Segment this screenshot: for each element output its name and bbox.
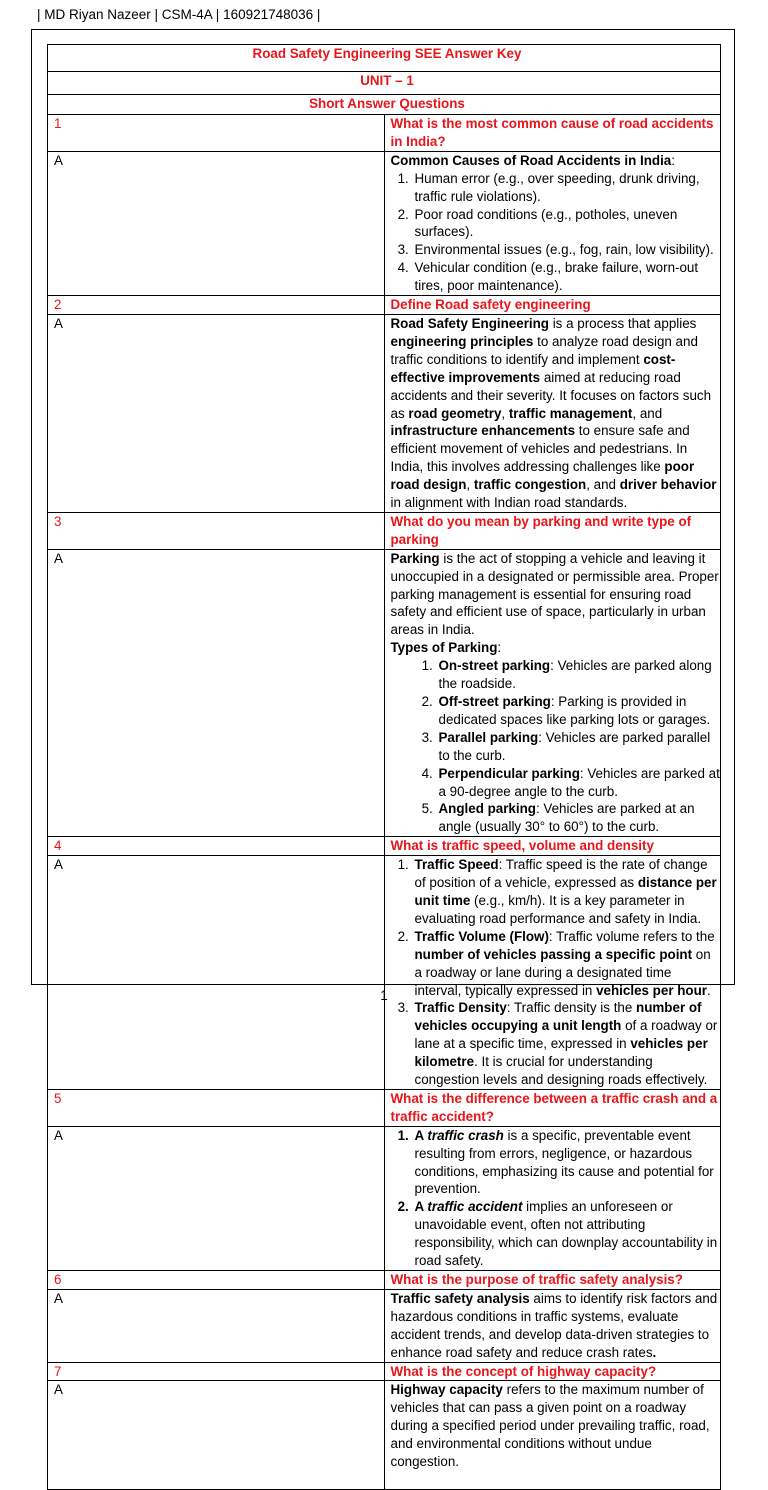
question-number: 5 [48,1089,385,1126]
list-item: 1. A traffic crash is a specific, preventable event resulting from errors, negligence, or hazardous conditions, emphasizing its cause and potential for prevention. [413,1127,721,1199]
question-text: What do you mean by parking and write type of parking [384,512,721,549]
question-number: 4 [48,837,385,856]
answer-key-table [47,44,721,1490]
question-row [48,1271,721,1290]
list-item: 1. Traffic Speed: Traffic speed is the rate of change of position of a vehicle, expressed as distance per unit time (e.g., km/h). It is a key parameter in evaluating road performance and safety in India. [413,856,721,928]
question-number: 1 [48,115,385,152]
question-row [48,512,721,549]
list-item: 2. A traffic accident implies an unforeseen or unavoidable event, often not attributing responsibility, which can downplay accountability in road safety. [413,1198,721,1270]
question-text: What is the difference between a traffic crash and a traffic accident? [384,1089,721,1126]
list-item: 3. Parallel parking: Vehicles are parked parallel to the curb. [437,729,721,765]
question-text: What is the purpose of traffic safety analysis? [384,1271,721,1290]
answer-text: Parking is the act of stopping a vehicle and leaving it unoccupied in a designated or permissible area. Proper parking management is essential for ensuring road safety and efficient use of space, particularly in urban areas in India. Types of Parking: 1. On-street parking: Vehicles are parked along the roadside. 2. Off-street parking: Parking is provided in dedicated spaces like parking lots or garages. 3. Parallel parking: Vehicles are parked parallel to the curb. 4. Perpendicular parking: Vehicles are parked at a 90-degree angle to the curb. 5. Angled parking: Vehicles are parked at an angle (usually 30° to 60°) to the curb. [384,549,721,837]
answer-row [48,314,721,512]
list-item: 2. Off-street parking: Parking is provided in dedicated spaces like parking lots or garages. [437,693,721,729]
list-item: 1. On-street parking: Vehicles are parked along the roadside. [437,657,721,693]
answer-row [48,1381,721,1490]
answer-label: A [48,1381,385,1490]
answer-label: A [48,1289,385,1362]
answer-label: A [48,549,385,837]
list-item: 5. Angled parking: Vehicles are parked at an angle (usually 30° to 60°) to the curb. [437,800,721,836]
page-number: 1 [380,988,388,1003]
question-number: 6 [48,1271,385,1290]
answer-text: Road Safety Engineering is a process that applies engineering principles to analyze road design and traffic conditions to identify and implement cost-effective improvements aimed at reducing road accidents and their severity. It focuses on factors such as road geometry, traffic management, and infrastructure enhancements to ensure safe and efficient movement of vehicles and pedestrians. In India, this involves addressing challenges like poor road design, traffic congestion, and driver behavior in alignment with Indian road standards. [384,314,721,512]
answer-row [48,1126,721,1270]
list-item: 2. Traffic Volume (Flow): Traffic volume refers to the number of vehicles passing a specific point on a roadway or lane during a designated time interval, typically expressed in vehicles per hour. [413,928,721,1000]
answer-row [48,856,721,1090]
question-text: What is the most common cause of road accidents in India? [384,115,721,152]
question-text: What is the concept of highway capacity? [384,1362,721,1381]
answer-row [48,549,721,837]
answer-text: Traffic safety analysis aims to identify risk factors and hazardous conditions in traffic systems, evaluate accident trends, and develop data-driven strategies to enhance road safety and reduce crash rates. [384,1289,721,1362]
answer-text: Common Causes of Road Accidents in India: 1. Human error (e.g., over speeding, drunk driving, traffic rule violations). 2. Poor road conditions (e.g., potholes, uneven surfaces). 3. Environmental issues (e.g., fog, rain, low visibility). 4. Vehicular condition (e.g., brake failure, worn-out tires, poor maintenance). [384,151,721,295]
answer-text [384,1126,721,1270]
list-item: 2. Poor road conditions (e.g., potholes, uneven surfaces). [413,206,721,242]
list-item: 3. Environmental issues (e.g., fog, rain, low visibility). [413,241,721,259]
section-heading: Short Answer Questions [48,95,721,115]
unit-heading: UNIT – 1 [48,72,721,95]
answer-row [48,151,721,295]
question-text: What is traffic speed, volume and density [384,837,721,856]
answer-label: A [48,151,385,295]
list-item: 4. Perpendicular parking: Vehicles are parked at a 90-degree angle to the curb. [437,765,721,801]
question-row [48,837,721,856]
list-item: 3. Traffic Density: Traffic density is the number of vehicles occupying a unit length of a roadway or lane at a specific time, expressed in vehicles per kilometre. It is crucial for understanding congestion levels and designing roads effectively. [413,999,721,1089]
answer-text [384,856,721,1090]
answer-label: A [48,314,385,512]
list-item: 4. Vehicular condition (e.g., brake failure, worn-out tires, poor maintenance). [413,259,721,295]
document-title: Road Safety Engineering SEE Answer Key [48,45,721,72]
question-row [48,1089,721,1126]
answer-label: A [48,856,385,1090]
question-row [48,115,721,152]
answer-row [48,1289,721,1362]
question-row [48,1362,721,1381]
question-number: 3 [48,512,385,549]
question-number: 2 [48,296,385,315]
question-number: 7 [48,1362,385,1381]
answer-label: A [48,1126,385,1270]
document-header: | MD Riyan Nazeer | CSM-4A | 160921748036 | [37,7,321,22]
list-item: 1. Human error (e.g., over speeding, drunk driving, traffic rule violations). [413,170,721,206]
question-row [48,296,721,315]
answer-text: Highway capacity refers to the maximum number of vehicles that can pass a given point on a roadway during a specified period under prevailing traffic, road, and environmental conditions without undue congestion. [384,1381,721,1490]
question-text: Define Road safety engineering [384,296,721,315]
